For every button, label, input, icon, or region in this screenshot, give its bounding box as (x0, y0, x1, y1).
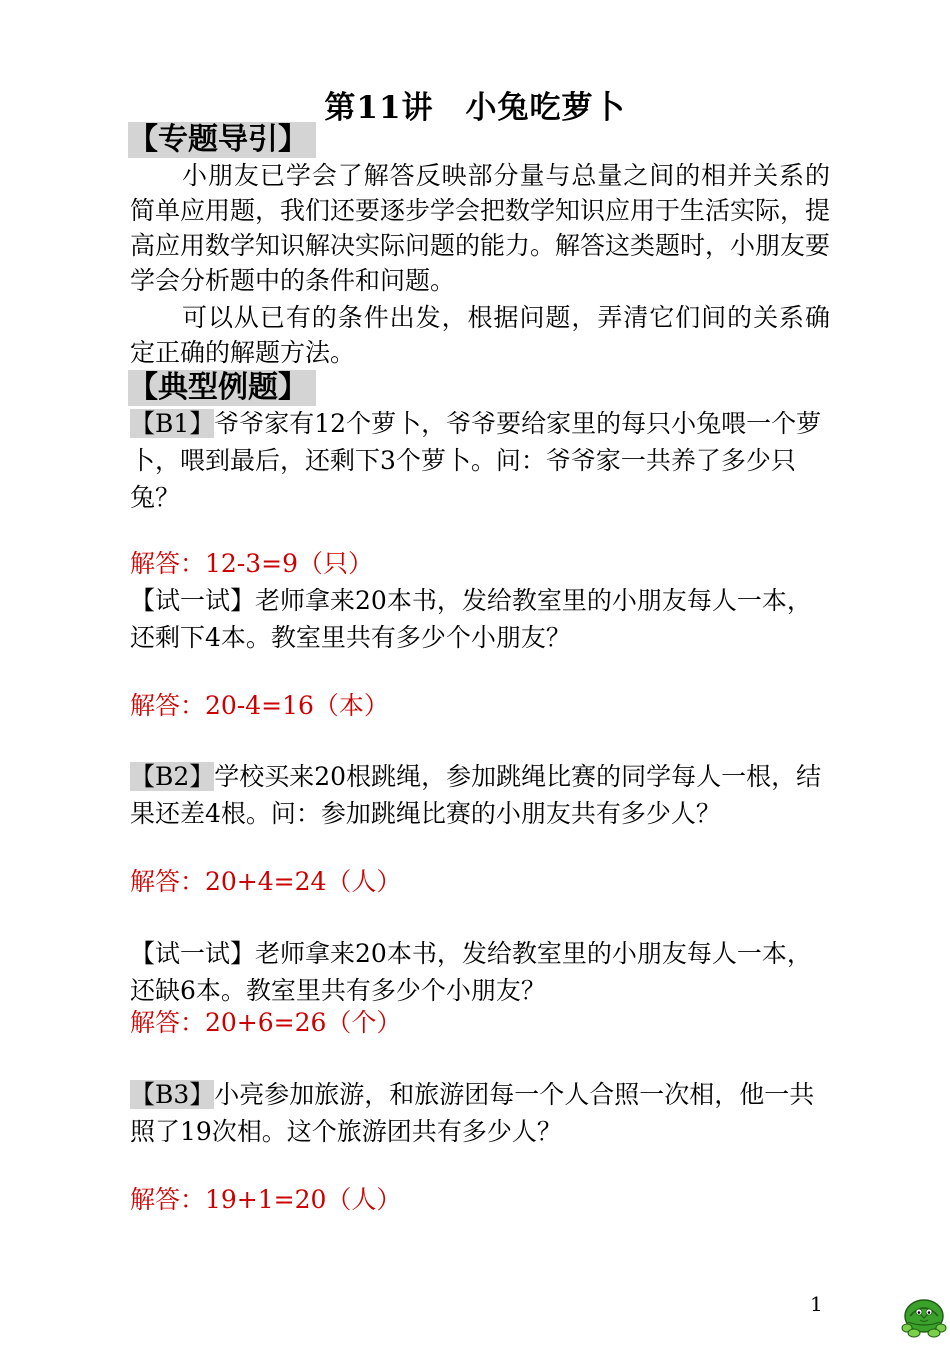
try2-question (130, 935, 830, 1009)
example-b1-tag: 【B1】 (130, 409, 215, 438)
example-b2-text: 学校买来20根跳绳，参加跳绳比赛的同学每人一根，结果还差4根。问：参加跳绳比赛的小朋友共有多少人？ (130, 762, 822, 828)
example-b1-answer: 解答：12-3=9（只） (130, 549, 374, 578)
example-b2-answer: 解答：20+4=24（人） (130, 867, 402, 896)
section-heading-examples: 【典型例题】 (128, 370, 316, 406)
try1-answer: 解答：20-4=16（本） (130, 691, 389, 720)
example-b3-answer: 解答：19+1=20（人） (130, 1185, 402, 1214)
example-b1-text: 爷爷家有12个萝卜，爷爷要给家里的每只小兔喂一个萝卜，喂到最后，还剩下3个萝卜。问：爷爷家一共养了多少只兔？ (130, 409, 822, 512)
try1-tag: 【试一试】 (130, 586, 256, 615)
example-b3-question (130, 1076, 830, 1150)
try1-question (130, 582, 830, 656)
try2-tag: 【试一试】 (130, 939, 256, 968)
example-b2-question (130, 758, 830, 832)
intro-paragraph-2: 可以从已有的条件出发，根据问题，弄清它们间的关系确定正确的解题方法。 (130, 303, 830, 367)
section-heading-intro: 【专题导引】 (128, 122, 316, 158)
page-number: 1 (810, 1292, 823, 1316)
example-b2-tag: 【B2】 (130, 762, 215, 791)
try2-text: 老师拿来20本书，发给教室里的小朋友每人一本，还缺6本。教室里共有多少个小朋友？ (130, 939, 812, 1005)
intro-paragraph-1: 小朋友已学会了解答反映部分量与总量之间的相并关系的简单应用题，我们还要逐步学会把数学知识应用于生活实际，提高应用数学知识解决实际问题的能力。解答这类题时，小朋友要学会分析题中的条件和问题。 (130, 161, 831, 295)
try1-text: 老师拿来20本书，发给教室里的小朋友每人一本，还剩下4本。教室里共有多少个小朋友？ (130, 586, 812, 652)
page-title: 第11讲 小兔吃萝卜 (324, 90, 626, 126)
example-b1-question (130, 405, 830, 516)
example-b3-text: 小亮参加旅游，和旅游团每一个人合照一次相，他一共照了19次相。这个旅游团共有多少人？ (130, 1080, 815, 1146)
example-b3-tag: 【B3】 (130, 1080, 215, 1109)
try2-answer: 解答：20+6=26（个） (130, 1008, 402, 1037)
turtle-logo-icon (898, 1288, 950, 1342)
